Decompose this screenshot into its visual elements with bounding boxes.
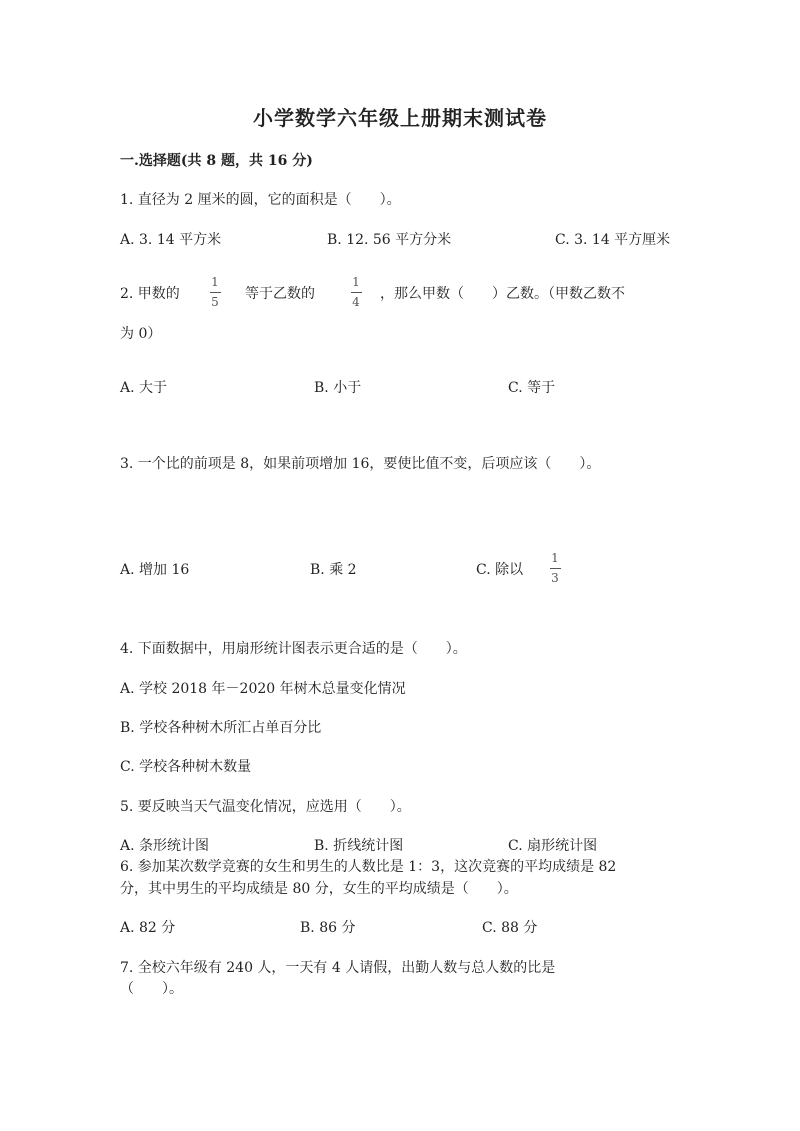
option-a: A. 学校 2018 年－2020 年树木总量变化情况 [120,681,406,697]
option-b: B. 86 分 [300,920,356,936]
fraction-bar [210,292,221,293]
fraction-denominator: 3 [551,571,559,585]
question-stem-line: （ ）。 [120,981,183,997]
option-a: A. 条形统计图 [120,838,210,854]
page-title: 小学数学六年级上册期末测试卷 [253,106,547,130]
option-c: C. 扇形统计图 [508,838,598,854]
question-stem-line: 6. 参加某次数学竞赛的女生和男生的人数比是 1：3，这次竞赛的平均成绩是 82 [120,859,617,875]
question-stem-part: ，那么甲数（ ）乙数。（甲数乙数不 [380,286,625,302]
question-stem-part: 2. 甲数的 [120,286,180,302]
option-b: B. 折线统计图 [314,838,404,854]
question-stem-part: 等于乙数的 [245,286,315,302]
fraction-denominator: 4 [352,295,360,309]
fraction-numerator: 1 [211,275,219,289]
fraction-numerator: 1 [551,551,559,565]
option-b: B. 小于 [314,380,362,396]
option-c: C. 学校各种树木数量 [120,759,252,775]
option-a: A. 大于 [120,380,168,396]
question-stem: 4. 下面数据中，用扇形统计图表示更合适的是（ ）。 [120,641,467,657]
question-stem: 1. 直径为 2 厘米的圆，它的面积是（ ）。 [120,192,401,208]
option-a: A. 3. 14 平方米 [120,232,222,248]
option-b: B. 12. 56 平方分米 [327,232,452,248]
question-stem: 5. 要反映当天气温变化情况，应选用（ ）。 [120,799,411,815]
question-stem-line: 为 0） [120,326,162,342]
question-stem-line: 7. 全校六年级有 240 人，一天有 4 人请假，出勤人数与总人数的比是 [120,960,556,976]
option-b: B. 乘 2 [310,562,357,578]
option-c: C. 88 分 [482,920,538,936]
fraction [548,552,562,585]
question-stem-line: 分，其中男生的平均成绩是 80 分，女生的平均成绩是（ ）。 [120,881,518,897]
option-c: C. 3. 14 平方厘米 [555,232,671,248]
fraction [208,276,222,309]
section-heading: 一.选择题(共 8 题，共 16 分) [120,153,313,169]
option-a: A. 82 分 [120,920,176,936]
fraction-bar [351,292,362,293]
fraction-denominator: 5 [211,295,219,309]
question-stem: 3. 一个比的前项是 8，如果前项增加 16，要使比值不变，后项应该（ ）。 [120,456,601,472]
option-b: B. 学校各种树木所汇占单百分比 [120,720,322,736]
option-c: C. 等于 [508,380,556,396]
option-c: C. 除以 [476,562,524,578]
fraction-bar [550,568,561,569]
option-a: A. 增加 16 [120,562,190,578]
fraction [349,276,363,309]
fraction-numerator: 1 [352,275,360,289]
